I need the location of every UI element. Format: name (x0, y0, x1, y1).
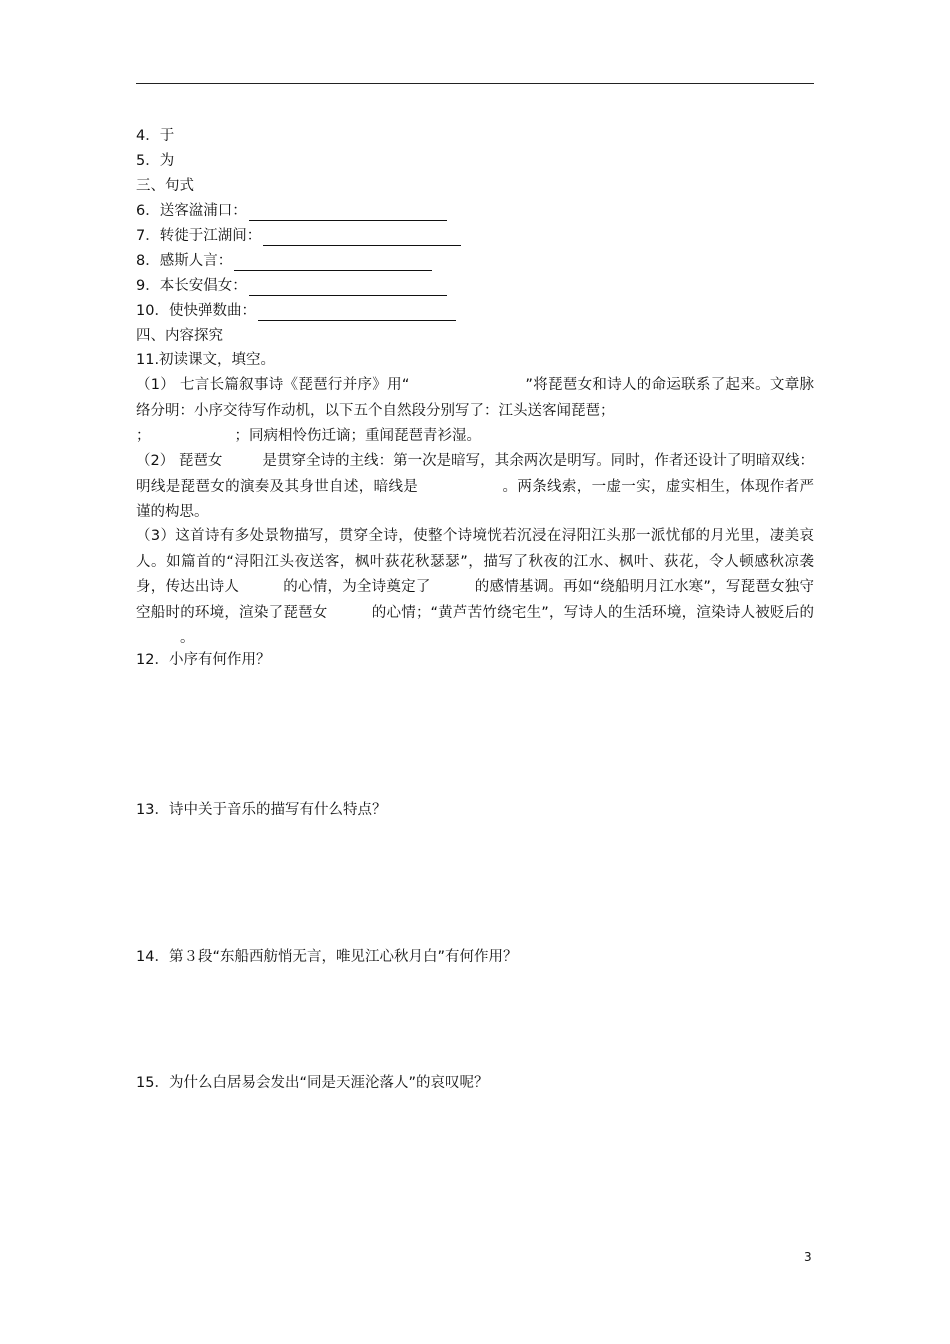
page-number: 3 (804, 1250, 812, 1264)
section-4-title: 四、内容探究 (136, 328, 223, 344)
question-11-part-2 (136, 449, 814, 526)
sentence-7-label: 7．转徙于江湖间： (136, 228, 262, 244)
answer-blank-6[interactable] (249, 205, 447, 221)
question-15: 15．为什么白居易会发出“同是天涯沦落人”的哀叹呢？ (136, 1075, 489, 1091)
q11-p3-text-c: 的感情基调。再如“绕船明月江水寒”，写琵琶女独守空船时的环境，渲染了琵琶女 (136, 579, 814, 621)
q11-p2-text-c: 。两条线索，一虚一实，虚实相生，体现作者严谨的构思。 (136, 478, 815, 520)
q11-p1-text-a: （1） 七言长篇叙事诗《琵琶行并序》用“ (136, 377, 410, 393)
q11-p2-text-a: （2） 琵琶女 (136, 453, 223, 469)
item-5: 5．为 (136, 153, 175, 169)
q11-p3-text-b: 的心情，为全诗奠定了 (283, 579, 431, 595)
q11-p3-text-e: 。 (180, 630, 195, 646)
q11-p1-text-c: ； (136, 428, 151, 444)
answer-blank-9[interactable] (249, 280, 447, 296)
question-11-part-1 (136, 373, 814, 450)
question-11-part-3 (136, 524, 814, 652)
question-13: 13．诗中关于音乐的描写有什么特点？ (136, 802, 387, 818)
sentence-6 (136, 201, 447, 221)
section-3-title: 三、句式 (136, 178, 194, 194)
q11-p2-text-b: 是贯穿全诗的主线：第一次是暗写，其余两次是明写。同时，作者还设计了明暗双线：明线是琵琶女的演奏及其身世自述，暗线是 (136, 453, 814, 495)
sentence-9-label: 9．本长安倡女： (136, 278, 247, 294)
q11-p1-text-b: ”将琵琶女和诗人的命运联系了起来。文章脉络分明：小序交待写作动机，以下五个自然段分别写了：江头送客闻琵琶； (136, 377, 814, 419)
question-12: 12．小序有何作用？ (136, 652, 271, 668)
sentence-8-label: 8．感斯人言： (136, 253, 233, 269)
q11-p3-text-a: （3）这首诗有多处景物描写，贯穿全诗，使整个诗境恍若沉浸在浔阳江头那一派忧郁的月光里，凄美哀人。如篇首的“浔阳江头夜送客，枫叶荻花秋瑟瑟”，描写了秋夜的江水、枫叶、荻花，令人顿感秋凉袭身，传达出诗人 (136, 528, 814, 595)
sentence-9 (136, 276, 447, 296)
q11-p1-text-d: ；同病相怜伤迁谪；重闻琵琶青衫湿。 (234, 428, 481, 444)
sentence-7 (136, 226, 461, 246)
item-4: 4．于 (136, 128, 175, 144)
answer-blank-8[interactable] (234, 255, 432, 271)
sentence-8 (136, 251, 432, 271)
sentence-6-label: 6．送客湓浦口： (136, 203, 247, 219)
question-14: 14．第３段“东船西舫悄无言，唯见江心秋月白”有何作用？ (136, 949, 518, 965)
sentence-10 (136, 301, 456, 321)
question-11-title: 11.初读课文，填空。 (136, 352, 276, 368)
q11-p3-text-d: 的心情；“黄芦苦竹绕宅生”，写诗人的生活环境，渲染诗人被贬后的 (371, 604, 814, 621)
answer-blank-7[interactable] (263, 230, 461, 246)
sentence-10-label: 10．使快弹数曲： (136, 303, 256, 319)
header-rule (136, 83, 814, 84)
answer-blank-10[interactable] (258, 305, 456, 321)
